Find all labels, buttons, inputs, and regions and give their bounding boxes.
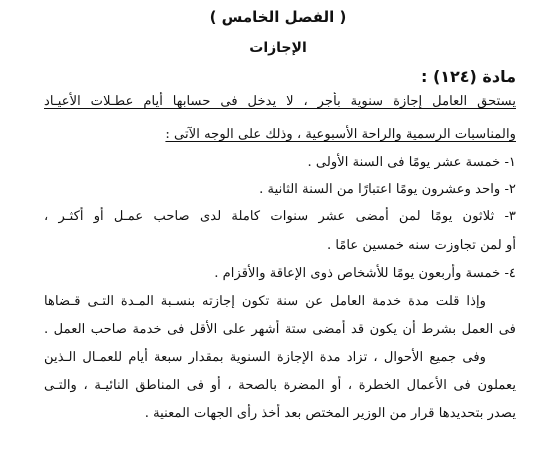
- list-item-1: ١- خمسة عشر يومًا فى السنة الأولى .: [307, 155, 516, 170]
- article-heading: مادة (١٢٤) :: [420, 67, 516, 86]
- paragraph-line-5: وفى جميع الأحوال ، تزاد مدة الإجازة السنوية بمقدار سبعة أيام للعمـال الـذين: [44, 350, 486, 365]
- chapter-title: ( الفصل الخامس ): [209, 8, 347, 26]
- paragraph-line-6: يعملون فى الأعمال الخطرة ، أو المضرة بالصحة ، أو فى المناطق النائيـة ، والتـى: [44, 378, 516, 393]
- paragraph-line-4: فى العمل بشرط أن يكون قد أمضى ستة أشهر على الأقل فى خدمة صاحب العمل .: [44, 322, 516, 337]
- paragraph-line-2: والمناسبات الرسمية والراحة الأسبوعية ، وذلك على الوجه الآتى :: [165, 127, 516, 142]
- paragraph-line-3: وإذا قلت مدة خدمة العامل عن سنة تكون إجازته بنسـبة المـدة التـى قـضاها: [44, 294, 486, 309]
- section-title: الإجازات: [249, 40, 307, 56]
- list-item-3: ٣- ثلاثون يومًا لمن أمضى عشر سنوات كاملة لدى صاحب عمـل أو أكثـر ،: [44, 209, 516, 224]
- paragraph-line-7: يصدر بتحديدها قرار من الوزير المختص بعد أخذ رأى الجهات المعنية .: [144, 406, 516, 421]
- list-item-2: ٢- واحد وعشرون يومًا اعتبارًا من السنة الثانية .: [259, 182, 516, 197]
- list-item-3-continued: أو لمن تجاوزت سنه خمسين عامًا .: [326, 238, 516, 253]
- paragraph-line-1: يستحق العامل إجازة سنوية بأجر ، لا يدخل فى حسابها أيام عطـلات الأعيـاد: [44, 94, 516, 109]
- list-item-4: ٤- خمسة وأربعون يومًا للأشخاص ذوى الإعاقة والأقزام .: [214, 266, 516, 281]
